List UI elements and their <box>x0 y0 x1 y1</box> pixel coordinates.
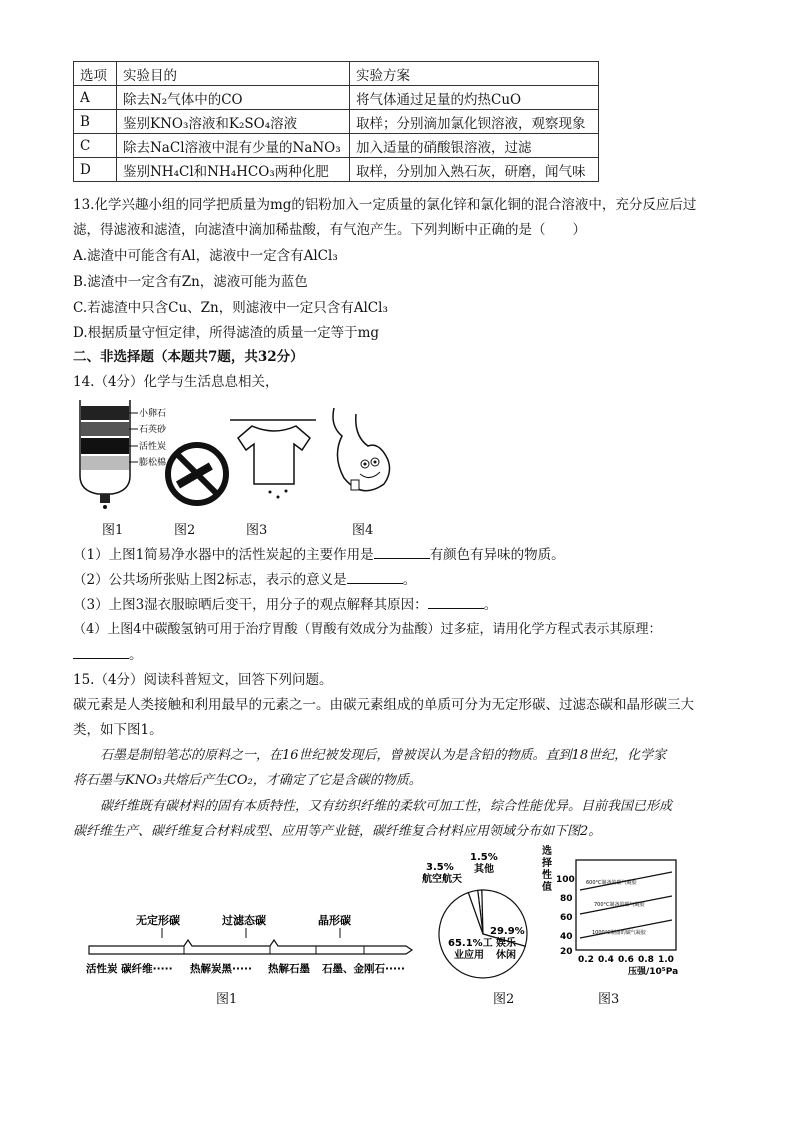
category-label: 过滤态碳 <box>222 914 266 927</box>
q15-para1-line2: 将石墨与KNO₃共熔后产生CO₂，才确定了它是含碳的物质。 <box>73 773 422 788</box>
q15-intro-line1: 碳元素是人类接触和利用最早的元素之一。由碳元素组成的单质可分为无定形碳、过滤态碳和晶形碳三大 <box>73 697 694 713</box>
q15-para2-line1: 碳纤维既有碳材料的固有本质特性，又有纺织纤维的柔软可加工性，综合性能优异。目前我国已形成 <box>100 799 673 814</box>
q14-part4: （4）上图4中碳酸氢钠可用于治疗胃酸（胃酸有效成分为盐酸）过多症，请用化学方程式表示其原理： <box>73 622 662 637</box>
pie-label-industry: 业应用 <box>454 950 484 961</box>
y-tick: 60 <box>560 913 573 923</box>
q14-part2: （2）公共场所张贴上图2标志，表示的意义是 。 <box>73 572 417 588</box>
fig-caption: 图2 <box>493 992 515 1007</box>
selectivity-chart <box>536 842 686 982</box>
table-cell: 取样；分别滴加氯化钡溶液，观察现象 <box>350 110 599 134</box>
y-tick: 80 <box>560 894 573 904</box>
table-cell: 加入适量的硝酸银溶液，过滤 <box>350 134 599 158</box>
q13-option-b: B.滤渣中一定含有Zn，滤液可能为蓝色 <box>73 274 308 290</box>
y-axis-label-4: 值 <box>542 882 552 893</box>
wet-shirt-icon <box>230 420 316 499</box>
answer-blank[interactable] <box>73 646 129 659</box>
q14-part4-answer: 。 <box>73 643 143 663</box>
pie-label-leisure-value: 29.9% <box>490 926 525 937</box>
x-tick: 1.0 <box>658 955 674 965</box>
pie-label-leisure-1: 娱乐 <box>496 938 516 949</box>
pie-label-other: 其他 <box>474 864 494 875</box>
y-axis-label-3: 性 <box>542 870 552 881</box>
pie-label-aerospace-value: 3.5% <box>426 862 454 873</box>
table-row <box>74 158 599 182</box>
table-row <box>74 86 599 110</box>
fig-caption: 图1 <box>216 992 238 1007</box>
fig-caption: 图1 <box>102 523 124 538</box>
pie-label-leisure-2: 休闲 <box>496 950 516 961</box>
x-tick: 0.2 <box>578 955 594 965</box>
table-cell: 鉴别NH₄Cl和NH₄HCO₃两种化肥 <box>117 158 350 182</box>
q15-intro-line2: 类，如下图1。 <box>73 722 163 738</box>
series-label: 600°C制备的碳气凝胶 <box>586 880 637 886</box>
fig-caption: 图2 <box>174 523 196 538</box>
y-tick: 20 <box>560 947 573 957</box>
stomach-cartoon-icon <box>333 408 390 491</box>
y-axis-label-2: 择 <box>542 858 552 869</box>
pie-label-aerospace: 航空航天 <box>422 874 462 885</box>
table-cell: A <box>74 86 117 110</box>
y-axis-label-1: 选 <box>542 846 552 857</box>
q13-stem-line1: 13.化学兴趣小组的同学把质量为mg的铝粉加入一定质量的氯化锌和氯化铜的混合溶液中，充分反应后过 <box>73 197 697 213</box>
series-label: 1000°C制备的碳气凝胶 <box>592 930 646 936</box>
fig-caption: 图3 <box>598 992 620 1007</box>
table-cell: C <box>74 134 117 158</box>
table-header: 选项 <box>74 62 117 86</box>
x-tick: 0.4 <box>598 955 614 965</box>
filter-label: 膨松棉 <box>139 458 167 468</box>
fig-caption: 图4 <box>352 523 374 538</box>
table-cell: D <box>74 158 117 182</box>
example-label: 热解石墨 <box>268 963 310 975</box>
table-cell: 除去N₂气体中的CO <box>117 86 350 110</box>
y-tick: 100 <box>556 875 575 885</box>
pie-label-industry-value: 65.1%工 <box>448 938 493 949</box>
q13-option-d: D.根据质量守恒定律，所得滤渣的质量一定等于mg <box>73 325 380 341</box>
q15-para1-line1: 石墨是制铅笔芯的原料之一，在16世纪被发现后，曾被误认为是含铅的物质。直到18世纪，化学家 <box>100 748 667 763</box>
filter-label: 石英砂 <box>139 425 167 435</box>
category-label: 无定形碳 <box>136 914 180 927</box>
options-table <box>73 61 599 182</box>
q14-stem: 14.（4分）化学与生活息息相关， <box>73 374 279 390</box>
q13-option-a: A.滤渣中可能含有Al，滤液中一定含有AlCl₃ <box>73 248 338 264</box>
pie-label-other-value: 1.5% <box>470 852 498 863</box>
series-label: 700°C制备的碳气凝胶 <box>594 902 645 908</box>
table-row <box>74 134 599 158</box>
table-cell: 鉴别KNO₃溶液和K₂SO₄溶液 <box>117 110 350 134</box>
no-smoking-icon <box>168 445 226 503</box>
filter-label: 活性炭 <box>139 442 167 452</box>
fig-caption: 图3 <box>246 523 268 538</box>
table-cell: 取样，分别加入熟石灰，研磨，闻气味 <box>350 158 599 182</box>
example-label: 活性炭 碳纤维····· <box>86 963 173 975</box>
example-label: 热解炭黑····· <box>190 963 252 975</box>
table-cell: B <box>74 110 117 134</box>
category-label: 晶形碳 <box>318 914 351 927</box>
water-filter-icon <box>80 400 167 509</box>
q14-figures <box>72 396 392 511</box>
answer-blank[interactable] <box>428 596 484 609</box>
x-axis-label: 压强/10⁵Pa <box>628 967 679 977</box>
filter-label: 小卵石 <box>139 409 167 419</box>
q15-stem: 15.（4分）阅读科普短文，回答下列问题。 <box>73 672 333 688</box>
table-cell: 除去NaCl溶液中混有少量的NaNO₃ <box>117 134 350 158</box>
table-cell: 将气体通过足量的灼热CuO <box>350 86 599 110</box>
y-tick: 40 <box>560 932 573 942</box>
carbon-classification-diagram <box>86 910 416 980</box>
table-header: 实验方案 <box>350 62 599 86</box>
x-tick: 0.8 <box>638 955 654 965</box>
table-header: 实验目的 <box>117 62 350 86</box>
q14-part3: （3）上图3湿衣服晾晒后变干，用分子的观点解释其原因： 。 <box>73 597 498 613</box>
example-label: 石墨、金刚石····· <box>322 963 405 975</box>
x-tick: 0.6 <box>618 955 634 965</box>
q13-stem-line2: 滤，得滤液和滤渣，向滤渣中滴加稀盐酸，有气泡产生。下列判断中正确的是（ ） <box>73 222 586 238</box>
table-header-row <box>74 62 599 86</box>
application-pie-chart <box>418 846 548 982</box>
answer-blank[interactable] <box>347 571 403 584</box>
answer-blank[interactable] <box>374 546 430 559</box>
section-heading: 二、非选择题（本题共7题，共32分） <box>73 349 304 365</box>
q15-para2-line2: 碳纤维生产、碳纤维复合材料成型、应用等产业链，碳纤维复合材料应用领域分布如下图2。 <box>73 824 602 839</box>
q14-part1: （1）上图1简易净水器中的活性炭起的主要作用是 有颜色有异味的物质。 <box>73 547 565 563</box>
q13-option-c: C.若滤渣中只含Cu、Zn，则滤液中一定只含有AlCl₃ <box>73 300 388 316</box>
table-row <box>74 110 599 134</box>
